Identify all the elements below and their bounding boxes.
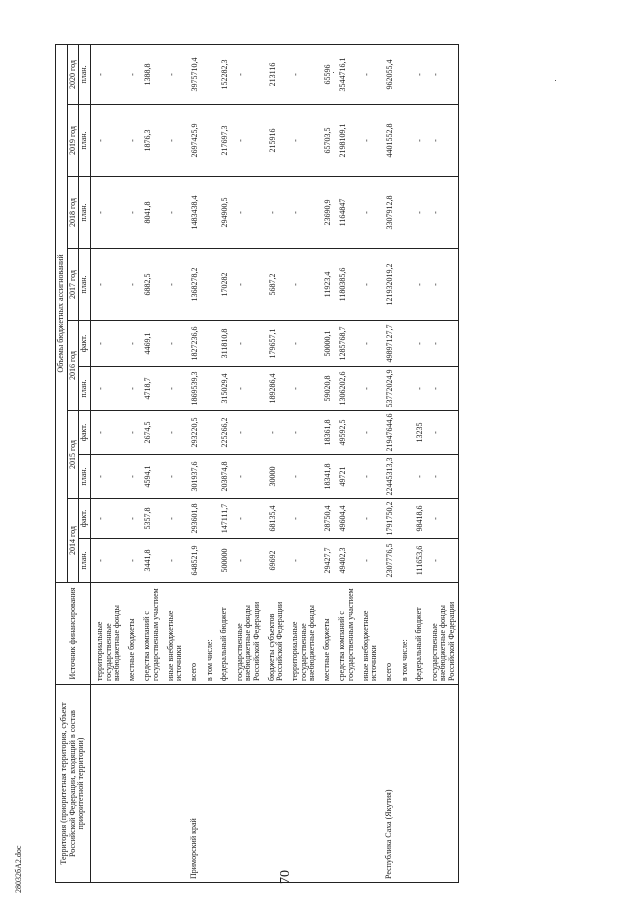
value-cell: 2674,5 — [138, 411, 161, 455]
value-cell: 28750,4 — [318, 499, 334, 539]
value-cell: 3544716,1 — [333, 44, 356, 104]
territory-cell — [90, 685, 122, 883]
value-cell — [201, 105, 216, 177]
value-cell: - — [123, 367, 139, 411]
value-cell: 49897127,7 — [380, 321, 396, 367]
value-cell: - — [90, 499, 122, 539]
value-cell: - — [123, 411, 139, 455]
value-cell: 179657,1 — [263, 321, 286, 367]
budget-table — [55, 44, 459, 883]
source-cell: средства компаний с государственным участием — [333, 583, 356, 685]
value-cell: - — [231, 455, 263, 499]
value-cell — [396, 499, 411, 539]
value-cell: - — [123, 539, 139, 583]
value-cell: - — [286, 539, 318, 583]
value-cell: - — [162, 44, 185, 104]
value-cell: - — [357, 105, 380, 177]
source-header: Источник финансирования — [56, 583, 91, 685]
plan-header: план. — [79, 177, 91, 249]
value-cell: - — [90, 321, 122, 367]
value-cell: 29427,7 — [318, 539, 334, 583]
value-cell: 1869539,3 — [185, 367, 201, 411]
value-cell: - — [357, 411, 380, 455]
value-cell: - — [286, 249, 318, 321]
rotated-table-container — [55, 45, 589, 883]
value-cell: 4469,1 — [138, 321, 161, 367]
value-cell: 30000 — [263, 455, 286, 499]
value-cell: - — [231, 411, 263, 455]
year-header: 2018 год — [67, 177, 79, 249]
plan-header: план. — [79, 455, 91, 499]
value-cell: 152282,3 — [215, 44, 231, 104]
territory-header: Территория (приоритетная территория, субъект Российской Федерации, входящий в состав приоритетной территории) — [56, 685, 91, 883]
table-row — [185, 44, 201, 882]
source-cell: территориальные государственные внебюджетные фонды — [286, 583, 318, 685]
value-cell: 962055,4 — [380, 44, 396, 104]
table-row — [201, 44, 216, 882]
value-cell: 53772024,9 — [380, 367, 396, 411]
value-cell — [396, 249, 411, 321]
territory-cell — [318, 685, 334, 883]
value-cell: - — [286, 177, 318, 249]
value-cell: 301937,6 — [185, 455, 201, 499]
source-cell: местные бюджеты — [123, 583, 139, 685]
value-cell: - — [123, 44, 139, 104]
year-header: 2014 год — [67, 499, 79, 583]
value-cell: - — [162, 539, 185, 583]
source-cell: средства компаний с государственным участием — [138, 583, 161, 685]
value-cell: - — [286, 321, 318, 367]
value-cell: 147111,7 — [215, 499, 231, 539]
territory-cell — [231, 685, 263, 883]
table-body — [90, 44, 458, 882]
source-cell: всего — [185, 583, 201, 685]
value-cell: - — [90, 249, 122, 321]
value-cell: - — [410, 177, 426, 249]
value-cell: 2697425,9 — [185, 105, 201, 177]
value-cell: - — [162, 249, 185, 321]
value-cell: - — [90, 177, 122, 249]
source-cell: бюджеты субъектов Российской Федерации — [263, 583, 286, 685]
value-cell: - — [357, 539, 380, 583]
value-cell: 49604,4 — [333, 499, 356, 539]
territory-cell — [426, 685, 458, 883]
source-cell: в том числе: — [396, 583, 411, 685]
value-cell: - — [410, 44, 426, 104]
value-cell: 1876,3 — [138, 105, 161, 177]
value-cell: - — [410, 455, 426, 499]
value-cell: - — [123, 105, 139, 177]
territory-cell: Приморский край — [185, 685, 201, 883]
value-cell: - — [426, 367, 458, 411]
value-cell: - — [286, 499, 318, 539]
value-cell — [201, 367, 216, 411]
table-row — [357, 44, 380, 882]
value-cell: - — [90, 44, 122, 104]
value-cell — [396, 321, 411, 367]
value-cell: - — [162, 177, 185, 249]
value-cell: - — [410, 321, 426, 367]
value-cell: - — [90, 105, 122, 177]
value-cell: 293601,8 — [185, 499, 201, 539]
table-row — [410, 44, 426, 882]
value-cell: 1791750,2 — [380, 499, 396, 539]
value-cell: 2198109,1 — [333, 105, 356, 177]
value-cell: 22445313,3 — [380, 455, 396, 499]
value-cell: - — [286, 411, 318, 455]
value-cell — [201, 411, 216, 455]
territory-cell — [201, 685, 216, 883]
value-cell: 225266,2 — [215, 411, 231, 455]
table-row — [215, 44, 231, 882]
plan-header: план. — [79, 367, 91, 411]
plan-header: план. — [79, 105, 91, 177]
source-cell: местные бюджеты — [318, 583, 334, 685]
value-cell: 500000 — [215, 539, 231, 583]
value-cell: 49592,5 — [333, 411, 356, 455]
value-cell: - — [426, 44, 458, 104]
value-cell: 189286,4 — [263, 367, 286, 411]
value-cell: 6882,5 — [138, 249, 161, 321]
fact-header: факт. — [79, 499, 91, 539]
value-cell: - — [426, 499, 458, 539]
value-cell: 49402,3 — [333, 539, 356, 583]
territory-cell — [123, 685, 139, 883]
value-cell — [201, 44, 216, 104]
value-cell: 315029,4 — [215, 367, 231, 411]
table-row — [231, 44, 263, 882]
value-cell: - — [426, 411, 458, 455]
value-cell: - — [162, 455, 185, 499]
table-row — [162, 44, 185, 882]
value-cell: - — [357, 455, 380, 499]
plan-header: план. — [79, 249, 91, 321]
value-cell: - — [263, 177, 286, 249]
value-cell: 4718,7 — [138, 367, 161, 411]
value-cell: - — [263, 411, 286, 455]
value-cell: 4401552,8 — [380, 105, 396, 177]
value-cell: - — [286, 367, 318, 411]
territory-cell — [215, 685, 231, 883]
territory-cell — [410, 685, 426, 883]
value-cell: 1388,8 — [138, 44, 161, 104]
table-row — [426, 44, 458, 882]
value-cell: 2307776,5 — [380, 539, 396, 583]
value-cell: 217697,3 — [215, 105, 231, 177]
value-cell: - — [357, 367, 380, 411]
territory-cell — [333, 685, 356, 883]
value-cell: 23690,9 — [318, 177, 334, 249]
value-cell: 4594,1 — [138, 455, 161, 499]
plan-header: план. — [79, 539, 91, 583]
territory-cell — [263, 685, 286, 883]
value-cell — [396, 367, 411, 411]
value-cell: 69692 — [263, 539, 286, 583]
territory-cell — [357, 685, 380, 883]
value-cell: 1483438,4 — [185, 177, 201, 249]
value-cell — [396, 105, 411, 177]
value-cell — [201, 321, 216, 367]
table-row — [380, 44, 396, 882]
value-cell: 8041,8 — [138, 177, 161, 249]
value-cell: 648521,9 — [185, 539, 201, 583]
value-cell: 1368278,2 — [185, 249, 201, 321]
value-cell: - — [123, 455, 139, 499]
source-cell: федеральный бюджет — [410, 583, 426, 685]
value-cell: - — [231, 249, 263, 321]
value-cell — [201, 455, 216, 499]
year-header: 2016 год — [67, 321, 79, 411]
table-header — [56, 44, 91, 882]
value-cell: - — [357, 44, 380, 104]
value-cell: - — [410, 105, 426, 177]
table-row — [123, 44, 139, 882]
value-cell: 3307912,8 — [380, 177, 396, 249]
value-cell — [201, 177, 216, 249]
value-cell: 98418,6 — [410, 499, 426, 539]
table-row — [333, 44, 356, 882]
value-cell: - — [357, 177, 380, 249]
value-cell: - — [357, 499, 380, 539]
value-cell: - — [123, 177, 139, 249]
value-cell: 111653,6 — [410, 539, 426, 583]
value-cell: - — [162, 367, 185, 411]
plan-header: план. — [79, 44, 91, 104]
fact-header: факт. — [79, 321, 91, 367]
territory-cell — [396, 685, 411, 883]
table-row — [318, 44, 334, 882]
value-cell: - — [231, 177, 263, 249]
value-cell: - — [426, 455, 458, 499]
territory-cell: Республика Саха (Якутия) — [380, 685, 396, 883]
year-header: 2015 год — [67, 411, 79, 499]
table-row — [263, 44, 286, 882]
value-cell: 49721 — [333, 455, 356, 499]
value-cell: 13235 — [410, 411, 426, 455]
value-cell — [201, 499, 216, 539]
source-cell: государственные внебюджетные фонды Российской Федерации — [231, 583, 263, 685]
year-header: 2020 год — [67, 44, 79, 104]
value-cell: - — [410, 249, 426, 321]
value-cell: 68135,4 — [263, 499, 286, 539]
source-cell: в том числе: — [201, 583, 216, 685]
source-cell: иные внебюджетные источники — [357, 583, 380, 685]
value-cell: - — [357, 321, 380, 367]
value-cell: - — [231, 44, 263, 104]
value-cell: 1285768,7 — [333, 321, 356, 367]
value-cell — [396, 177, 411, 249]
table-row — [138, 44, 161, 882]
value-cell: - — [162, 321, 185, 367]
value-cell: 59020,8 — [318, 367, 334, 411]
value-cell: 1164847 — [333, 177, 356, 249]
value-cell: 50000,1 — [318, 321, 334, 367]
table-row — [286, 44, 318, 882]
year-header: 2017 год — [67, 249, 79, 321]
volumes-header: Объемы бюджетных ассигнований — [56, 44, 68, 582]
value-cell — [396, 455, 411, 499]
value-cell: - — [123, 249, 139, 321]
value-cell: - — [286, 455, 318, 499]
value-cell: - — [426, 177, 458, 249]
value-cell: - — [90, 455, 122, 499]
value-cell: - — [90, 539, 122, 583]
value-cell: - — [426, 105, 458, 177]
value-cell: - — [426, 539, 458, 583]
value-cell: 18341,8 — [318, 455, 334, 499]
value-cell: 293220,5 — [185, 411, 201, 455]
value-cell: 3975710,4 — [185, 44, 201, 104]
value-cell: - — [231, 321, 263, 367]
territory-cell — [162, 685, 185, 883]
value-cell: 311810,8 — [215, 321, 231, 367]
value-cell — [396, 539, 411, 583]
value-cell: 170282 — [215, 249, 231, 321]
value-cell: - — [357, 249, 380, 321]
value-cell: 294900,5 — [215, 177, 231, 249]
source-cell: государственные внебюджетные фонды Российской Федерации — [426, 583, 458, 685]
value-cell: - — [410, 367, 426, 411]
value-cell — [201, 249, 216, 321]
value-cell: 65596 — [318, 44, 334, 104]
value-cell: 11923,4 — [318, 249, 334, 321]
value-cell — [201, 539, 216, 583]
source-cell: территориальные государственные внебюджетные фонды — [90, 583, 122, 685]
value-cell: - — [286, 105, 318, 177]
value-cell: - — [162, 499, 185, 539]
territory-cell — [286, 685, 318, 883]
value-cell: 121932019,2 — [380, 249, 396, 321]
value-cell: 5357,8 — [138, 499, 161, 539]
value-cell: 203874,8 — [215, 455, 231, 499]
value-cell: 21947644,6 — [380, 411, 396, 455]
value-cell: 213116 — [263, 44, 286, 104]
value-cell: 1180385,6 — [333, 249, 356, 321]
value-cell: - — [426, 249, 458, 321]
value-cell: - — [162, 411, 185, 455]
value-cell: - — [90, 367, 122, 411]
fact-header: факт. — [79, 411, 91, 455]
value-cell: 3441,8 — [138, 539, 161, 583]
value-cell: - — [90, 411, 122, 455]
source-cell: иные внебюджетные источники — [162, 583, 185, 685]
value-cell — [396, 411, 411, 455]
value-cell: - — [123, 321, 139, 367]
value-cell: 5687,2 — [263, 249, 286, 321]
territory-cell — [138, 685, 161, 883]
table-row — [396, 44, 411, 882]
source-cell: федеральный бюджет — [215, 583, 231, 685]
page-number: 70 — [278, 870, 293, 884]
value-cell: - — [162, 105, 185, 177]
footer-filename: 28032бА2.doc — [14, 845, 23, 893]
value-cell: 18361,8 — [318, 411, 334, 455]
value-cell: - — [231, 499, 263, 539]
value-cell: - — [231, 367, 263, 411]
value-cell: 215916 — [263, 105, 286, 177]
year-header: 2019 год — [67, 105, 79, 177]
value-cell: - — [286, 44, 318, 104]
source-cell: всего — [380, 583, 396, 685]
value-cell — [396, 44, 411, 104]
value-cell: 1306202,6 — [333, 367, 356, 411]
value-cell: - — [231, 539, 263, 583]
table-row — [90, 44, 122, 882]
value-cell: 1827236,6 — [185, 321, 201, 367]
value-cell: 65703,5 — [318, 105, 334, 177]
value-cell: - — [123, 499, 139, 539]
value-cell: - — [231, 105, 263, 177]
value-cell: - — [426, 321, 458, 367]
